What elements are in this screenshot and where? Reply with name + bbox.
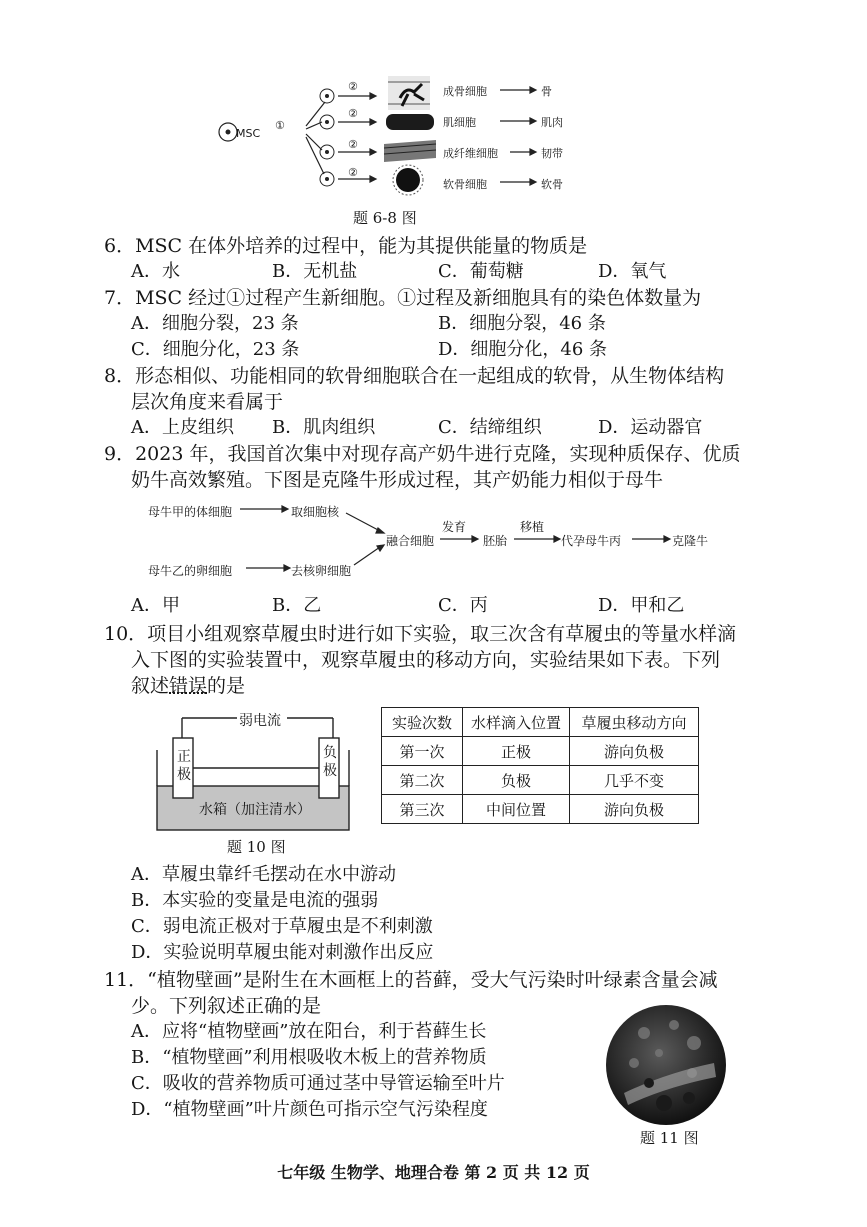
question-10-stem-end: 叙述错误的是 xyxy=(131,675,246,697)
table-cell: 负极 xyxy=(463,766,570,795)
tank-label: 水箱（加注清水） xyxy=(199,802,311,818)
flow-step: 发育 xyxy=(442,520,467,534)
table-cell: 第三次 xyxy=(382,795,463,824)
table-cell: 游向负极 xyxy=(570,737,699,766)
option-b: B．肌肉组织 xyxy=(272,417,376,438)
step1-label: ① xyxy=(275,119,285,132)
flow-node: 去核卵细胞 xyxy=(291,564,352,578)
current-label: 弱电流 xyxy=(239,713,281,729)
cell-name: 成纤维细胞 xyxy=(443,147,498,160)
question-11-stem-cont: 少。下列叙述正确的是 xyxy=(131,995,322,1017)
question-11-stem: 11．“植物壁画”是附生在木画框上的苔藓，受大气污染时叶绿素含量会减 xyxy=(104,969,718,991)
figure-6-8 xyxy=(210,62,590,202)
table-header: 水样滴入位置 xyxy=(463,708,570,737)
cell-result: 肌肉 xyxy=(541,116,563,129)
figure-caption: 题 6-8 图 xyxy=(353,209,417,227)
option-d: D．甲和乙 xyxy=(598,595,685,616)
option-b: B．本实验的变量是电流的强弱 xyxy=(131,890,379,911)
option-d: D．“植物壁画”叶片颜色可指示空气污染程度 xyxy=(131,1099,488,1120)
question-7-stem: 7．MSC 经过①过程产生新细胞。①过程及新细胞具有的染色体数量为 xyxy=(104,287,702,309)
option-b: B．无机盐 xyxy=(272,261,358,282)
option-c: C．弱电流正极对于草履虫是不利刺激 xyxy=(131,916,433,937)
table-header: 草履虫移动方向 xyxy=(570,708,699,737)
option-d: D．细胞分化，46 条 xyxy=(438,339,608,360)
table-row xyxy=(382,737,699,766)
page-footer: 七年级 生物学、地理合卷 第 2 页 共 12 页 xyxy=(277,1163,590,1182)
flow-step: 移植 xyxy=(520,520,545,534)
chondrocyte-image xyxy=(393,165,423,195)
question-8-stem-cont: 层次角度来看属于 xyxy=(131,391,284,413)
table-cell: 几乎不变 xyxy=(570,766,699,795)
step2-label: ② xyxy=(348,80,358,93)
option-a: A．应将“植物壁画”放在阳台，利于苔藓生长 xyxy=(131,1021,487,1042)
cell-name: 成骨细胞 xyxy=(443,85,487,98)
fibroblast-image xyxy=(384,140,436,162)
option-d: D．氧气 xyxy=(598,261,667,282)
option-d: D．实验说明草履虫能对刺激作出反应 xyxy=(131,942,434,963)
flow-node: 克隆牛 xyxy=(672,534,709,548)
step2-label: ② xyxy=(348,138,358,151)
option-c: C．结缔组织 xyxy=(438,417,542,438)
step2-label: ② xyxy=(348,107,358,120)
flow-node: 母牛甲的体细胞 xyxy=(148,505,233,519)
figure-caption: 题 10 图 xyxy=(227,838,286,856)
flow-node: 胚胎 xyxy=(483,534,508,548)
experiment-table xyxy=(381,707,699,824)
table-cell: 中间位置 xyxy=(463,795,570,824)
table-row xyxy=(382,766,699,795)
question-8-stem: 8．形态相似、功能相同的软骨细胞联合在一起组成的软骨，从生物体结构 xyxy=(104,365,725,387)
flow-node: 代孕母牛丙 xyxy=(561,534,622,548)
table-cell: 第一次 xyxy=(382,737,463,766)
cell-name: 肌细胞 xyxy=(443,116,476,129)
question-9-stem: 9．2023 年，我国首次集中对现存高产奶牛进行克隆，实现种质保存、优质 xyxy=(104,443,741,465)
option-b: B．“植物壁画”利用根吸收木板上的营养物质 xyxy=(131,1047,487,1068)
option-b: B．细胞分裂，46 条 xyxy=(438,313,606,334)
option-c: C．细胞分化，23 条 xyxy=(131,339,300,360)
step2-label: ② xyxy=(348,166,358,179)
flow-node: 母牛乙的卵细胞 xyxy=(148,564,233,578)
option-a: A．水 xyxy=(131,261,180,282)
option-a: A．甲 xyxy=(131,595,180,616)
table-header: 实验次数 xyxy=(382,708,463,737)
cell-name: 软骨细胞 xyxy=(443,178,487,191)
negative-electrode-label: 负极 xyxy=(323,745,337,779)
question-9-stem-cont: 奶牛高效繁殖。下图是克隆牛形成过程，其产奶能力相似于母牛 xyxy=(131,469,664,491)
option-c: C．葡萄糖 xyxy=(438,261,524,282)
cell-result: 软骨 xyxy=(541,178,563,191)
option-d: D．运动器官 xyxy=(598,417,703,438)
option-c: C．丙 xyxy=(438,595,488,616)
table-cell: 第二次 xyxy=(382,766,463,795)
moss-wall-photo xyxy=(604,1003,728,1127)
msc-label: MSC xyxy=(236,127,261,140)
cell-result: 韧带 xyxy=(541,147,563,160)
option-b: B．乙 xyxy=(272,595,322,616)
option-c: C．吸收的营养物质可通过茎中导管运输至叶片 xyxy=(131,1073,505,1094)
option-a: A．细胞分裂，23 条 xyxy=(131,313,299,334)
muscle-cell-image xyxy=(386,114,434,130)
flow-node: 融合细胞 xyxy=(386,534,435,548)
cell-result: 骨 xyxy=(541,85,552,98)
question-10-stem-cont: 入下图的实验装置中，观察草履虫的移动方向，实验结果如下表。下列 xyxy=(131,649,721,671)
positive-electrode-label: 正极 xyxy=(177,749,191,783)
flow-node: 取细胞核 xyxy=(291,505,340,519)
figure-caption: 题 11 图 xyxy=(640,1129,699,1147)
table-cell: 正极 xyxy=(463,737,570,766)
table-cell: 游向负极 xyxy=(570,795,699,824)
osteoblast-image xyxy=(388,76,430,110)
question-10-stem: 10．项目小组观察草履虫时进行如下实验，取三次含有草履虫的等量水样滴 xyxy=(104,623,737,645)
option-a: A．草履虫靠纤毛摆动在水中游动 xyxy=(131,864,396,885)
question-6-stem: 6．MSC 在体外培养的过程中，能为其提供能量的物质是 xyxy=(104,235,588,257)
option-a: A．上皮组织 xyxy=(131,417,234,438)
table-header-row xyxy=(382,708,699,737)
table-row xyxy=(382,795,699,824)
